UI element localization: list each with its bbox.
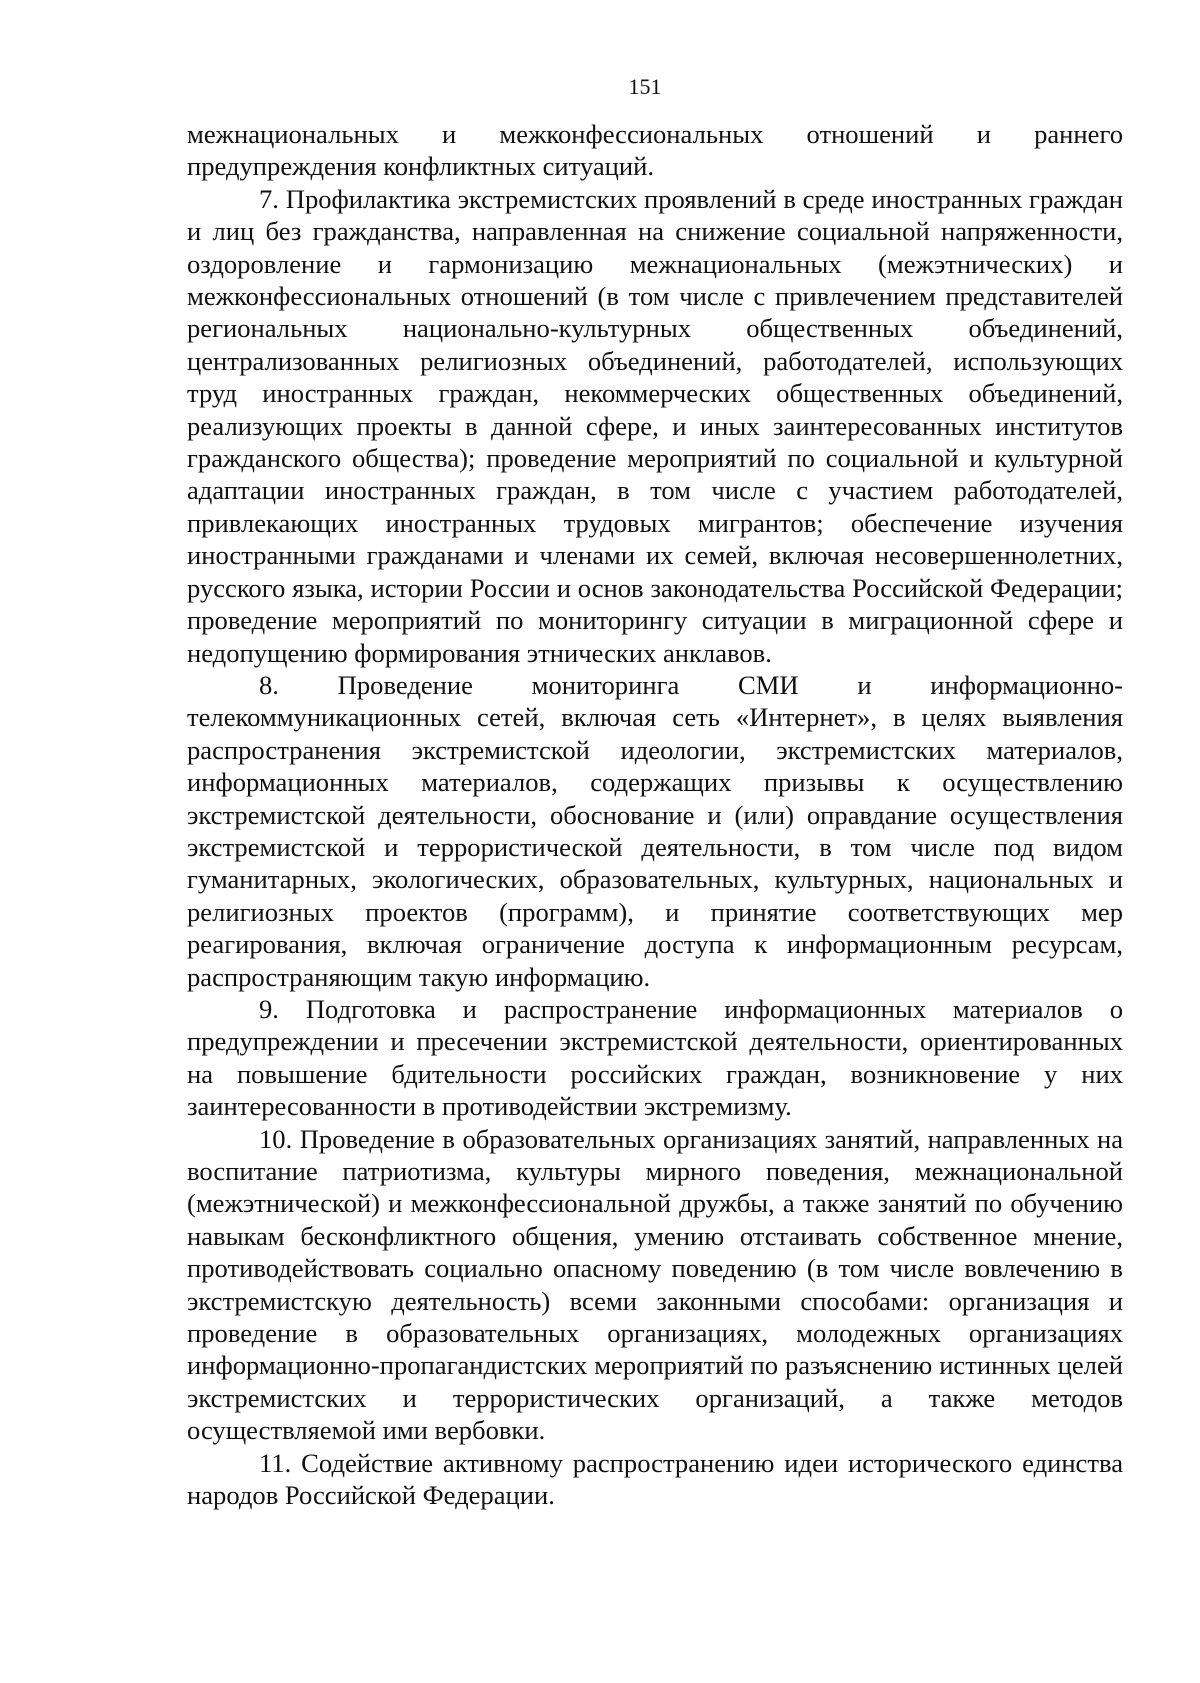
paragraph-item-10: 10. Проведение в образовательных организациях занятий, направленных на воспитание патриотизма, культуры мирного поведения, межнациональной (межэтнической) и межконфессиональной дружбы, а также занятий по обучению навыкам бесконфликтного общения, умению отстаивать собственное мнение, противодействовать социально опасному поведению (в том числе вовлечению в экстремистскую деятельность) всеми законными способами: организация и проведение в образовательных организациях, молодежных организациях информационно-пропагандистских мероприятий по разъяснению истинных целей экстремистских и террористических организаций, а также методов осуществляемой ими вербовки. [187,1123,1123,1446]
page-number: 151 [628,74,662,99]
paragraph-continuation: межнациональных и межконфессиональных отношений и раннего предупреждения конфликтных ситуаций. [187,119,1123,182]
paragraph-item-11: 11. Содействие активному распространению идеи исторического единства народов Российской Федерации. [187,1447,1123,1511]
paragraph-item-9: 9. Подготовка и распространение информационных материалов о предупреждении и пресечении экстремистской деятельности, ориентированных на повышение бдительности российских граждан, возникновение у них заинтересованности в противодействии экстремизму. [187,993,1123,1122]
document-body [187,118,1123,1511]
paragraph-item-7: 7. Профилактика экстремистских проявлений в среде иностранных граждан и лиц без гражданства, направленная на снижение социальной напряженности, оздоровление и гармонизацию межнациональных (межэтнических) и межконфессиональных отношений (в том числе с привлечением представителей региональных национально-культурных общественных объединений, централизованных религиозных объединений, работодателей, использующих труд иностранных граждан, некоммерческих общественных объединений, реализующих проекты в данной сфере, и иных заинтересованных институтов гражданского общества); проведение мероприятий по социальной и культурной адаптации иностранных граждан, в том числе с участием работодателей, привлекающих иностранных трудовых мигрантов; обеспечение изучения иностранными гражданами и членами их семей, включая несовершеннолетних, русского языка, истории России и основ законодательства Российской Федерации; проведение мероприятий по мониторингу ситуации в миграционной сфере и недопущению формирования этнических анклавов. [187,183,1123,668]
paragraph-item-8: 8. Проведение мониторинга СМИ и информационно-телекоммуникационных сетей, включая сеть «Интернет», в целях выявления распространения экстремистской идеологии, экстремистских материалов, информационных материалов, содержащих призывы к осуществлению экстремистской деятельности, обоснование и (или) оправдание осуществления экстремистской и террористической деятельности, в том числе под видом гуманитарных, экологических, образовательных, культурных, национальных и религиозных проектов (программ), и принятие соответствующих мер реагирования, включая ограничение доступа к информационным ресурсам, распространяющим такую информацию. [187,669,1123,992]
